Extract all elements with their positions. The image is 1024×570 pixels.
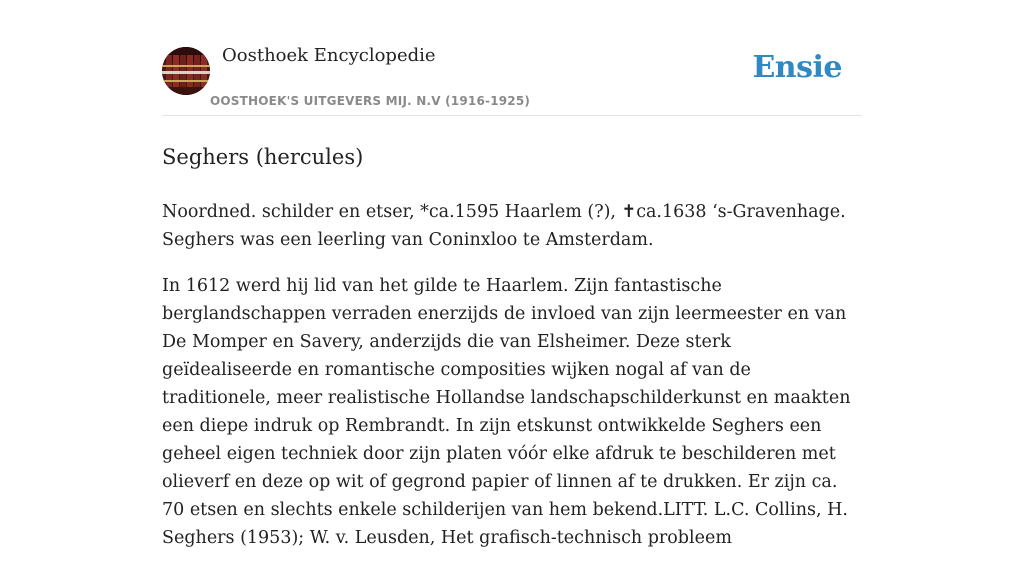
brand-logo[interactable]: Ensie xyxy=(752,50,842,85)
publication-header xyxy=(162,0,862,116)
article-title: Seghers (hercules) xyxy=(162,145,364,169)
publisher-name: OOSTHOEK'S UITGEVERS MIJ. N.V (1916-1925) xyxy=(210,94,531,108)
article-card xyxy=(162,0,862,570)
publication-name[interactable]: Oosthoek Encyclopedie xyxy=(222,45,436,66)
article-paragraph: In 1612 werd hij lid van het gilde te Haarlem. Zijn fantastische berglandschappen verraden enerzijds de invloed van zijn leermeester en van De Momper en Savery, anderzijds die van Elsheimer. Deze sterk geïdealiseerde en romantische composities wijken nogal af van de traditionele, meer realistische Hollandse landschapschilderkunst en maakten een diepe indruk op Rembrandt. In zijn etskunst ontwikkelde Seghers een geheel eigen techniek door zijn platen vóór elke afdruk te beschilderen met olieverf en deze op wit of gegrond papier of linnen af te drukken. Er zijn ca. 70 etsen en slechts enkele schilderijen van hem bekend.LITT. L.C. Collins, H. Seghers (1953); W. v. Leusden, Het grafisch-technisch probleem xyxy=(162,276,851,548)
article-paragraph: Noordned. schilder en etser, *ca.1595 Haarlem (?), ✝ca.1638 ‘s-Gravenhage. Seghers was een leerling van Coninxloo te Amsterdam. xyxy=(162,202,846,250)
article-body xyxy=(162,198,862,552)
book-spines-icon[interactable] xyxy=(162,47,210,95)
